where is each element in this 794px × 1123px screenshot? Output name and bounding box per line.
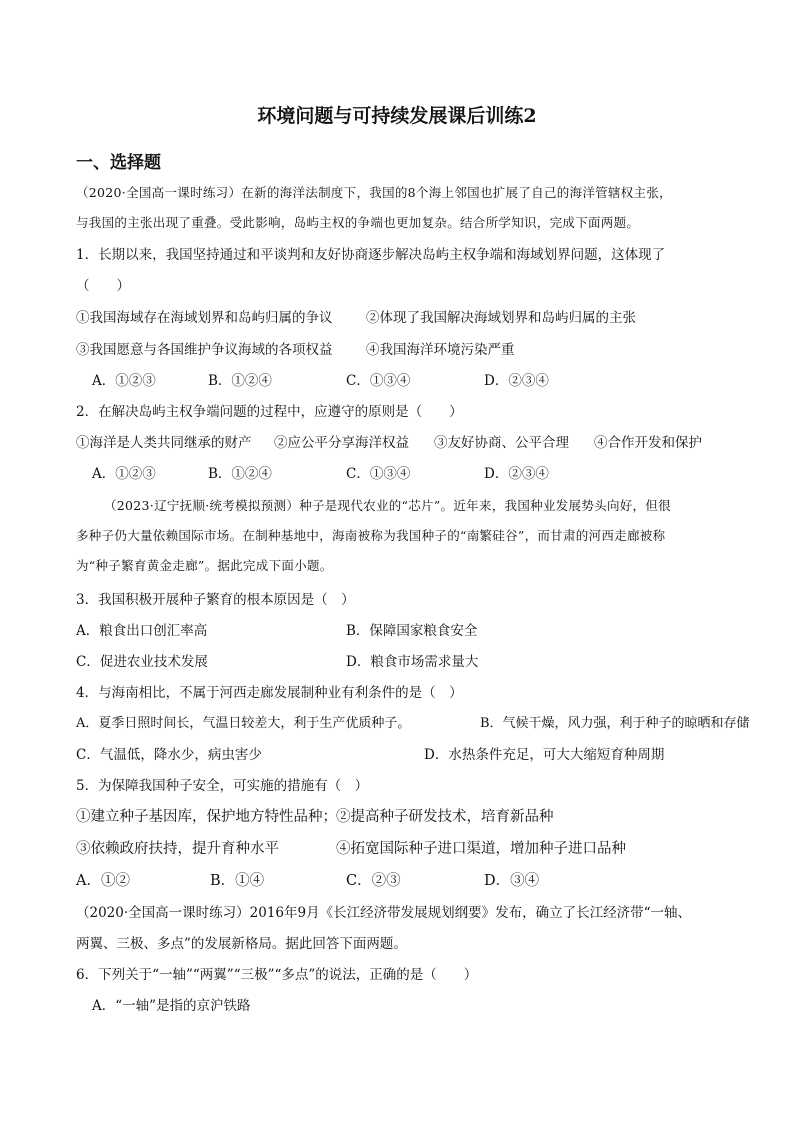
page-title: 环境问题与可持续发展课后训练2 [257, 105, 537, 127]
question-1-option-c[interactable]: C．①③④ [346, 373, 411, 389]
material-3-line-2: 两翼、三极、多点”的发展新格局。据此回答下面两题。 [76, 936, 407, 952]
question-5-statement-2: ②提高种子研发技术，培育新品种 [336, 809, 554, 825]
question-2-option-d[interactable]: D．②③④ [484, 466, 549, 482]
question-5-statement-3: ③依赖政府扶持，提升育种水平 [76, 841, 279, 857]
question-5-option-b[interactable]: B．①④ [210, 873, 265, 889]
question-2-statement-4: ④合作开发和保护 [594, 435, 702, 451]
question-2-statement-3: ③友好协商、公平合理 [434, 435, 569, 451]
question-6-option-a[interactable]: A．“一轴”是指的京沪铁路 [92, 998, 251, 1014]
question-5-option-d[interactable]: D．③④ [484, 873, 540, 889]
material-2-line-2: 多种子仍大量依赖国际市场。在制种基地中，海南被称为我国种子的“南繁硅谷”，而甘肃的河西走廊被称 [76, 528, 666, 543]
question-4-stem: 4．与海南相比，不属于河西走廊发展制种业有利条件的是（ ） [76, 685, 463, 701]
question-1-statement-3: ③我国愿意与各国维护争议海域的各项权益 [76, 342, 333, 358]
question-5-statement-4: ④拓宽国际种子进口渠道，增加种子进口品种 [336, 841, 626, 857]
question-3-option-a[interactable]: A．粮食出口创汇率高 [76, 623, 208, 639]
question-1-statement-2: ②体现了我国解决海域划界和岛屿归属的主张 [366, 310, 636, 326]
question-5-statement-1: ①建立种子基因库，保护地方特性品种； [76, 809, 337, 825]
question-1-option-a[interactable]: A．①②③ [92, 373, 156, 389]
question-5-option-a[interactable]: A．①② [76, 873, 130, 889]
material-2-line-3: 为“种子繁育黄金走廊”。据此完成下面小题。 [76, 558, 333, 573]
question-1-option-d[interactable]: D．②③④ [484, 373, 549, 389]
question-5-stem: 5．为保障我国种子安全，可实施的措施有（ ） [76, 778, 369, 794]
question-2-stem: 2．在解决岛屿主权争端问题的过程中，应遵守的原则是（ ） [76, 404, 463, 420]
question-2-statement-2: ②应公平分享海洋权益 [274, 435, 409, 451]
question-3-stem: 3．我国积极开展种子繁育的根本原因是（ ） [76, 592, 355, 608]
question-5-option-c[interactable]: C．②③ [346, 873, 401, 889]
question-3-option-b[interactable]: B．保障国家粮食安全 [346, 623, 478, 639]
question-1-stem: 1．长期以来，我国坚持通过和平谈判和友好协商逐步解决岛屿主权争端和海域划界问题，这体现了 [76, 247, 666, 263]
question-4-option-d[interactable]: D．水热条件充足，可大大缩短育种周期 [424, 747, 665, 763]
question-1-statement-1: ①我国海域存在海域划界和岛屿归属的争议 [76, 310, 333, 326]
question-2-option-a[interactable]: A．①②③ [92, 466, 156, 482]
question-1-statement-4: ④我国海洋环境污染严重 [366, 342, 515, 358]
question-3-option-d[interactable]: D．粮食市场需求量大 [346, 654, 479, 670]
question-4-option-c[interactable]: C．气温低，降水少，病虫害少 [76, 747, 262, 763]
material-1-line-1: （2020·全国高一课时练习）在新的海洋法制度下，我国的8个海上邻国也扩展了自己的海洋管辖权主张， [76, 185, 672, 200]
section-heading: 一、选择题 [76, 153, 161, 173]
question-1-option-b[interactable]: B．①②④ [208, 373, 272, 389]
question-2-option-c[interactable]: C．①③④ [346, 466, 411, 482]
question-2-option-b[interactable]: B．①②④ [208, 466, 272, 482]
question-4-option-a[interactable]: A．夏季日照时间长，气温日较差大，利于生产优质种子。 [76, 716, 411, 731]
question-4-option-b[interactable]: B．气候干燥，风力强，利于种子的晾晒和存储 [480, 716, 750, 731]
material-1-line-2: 与我国的主张出现了重叠。受此影响，岛屿主权的争端也更加复杂。结合所学知识，完成下面两题。 [76, 215, 640, 230]
question-6-stem: 6．下列关于“一轴”“两翼”“三极”“多点”的说法，正确的是（ ） [76, 967, 478, 983]
question-2-statement-1: ①海洋是人类共同继承的财产 [76, 435, 252, 451]
question-3-option-c[interactable]: C．促进农业技术发展 [76, 654, 208, 670]
question-1-paren: （ ） [76, 278, 130, 294]
material-2-line-1: （2023·辽宁抚顺·统考模拟预测）种子是现代农业的“芯片”。近年来，我国种业发展势头向好，但很 [104, 498, 671, 513]
material-3-line-1: （2020·全国高一课时练习）2016年9月《长江经济带发展规划纲要》发布，确立了长江经济带“一轴、 [76, 905, 691, 921]
